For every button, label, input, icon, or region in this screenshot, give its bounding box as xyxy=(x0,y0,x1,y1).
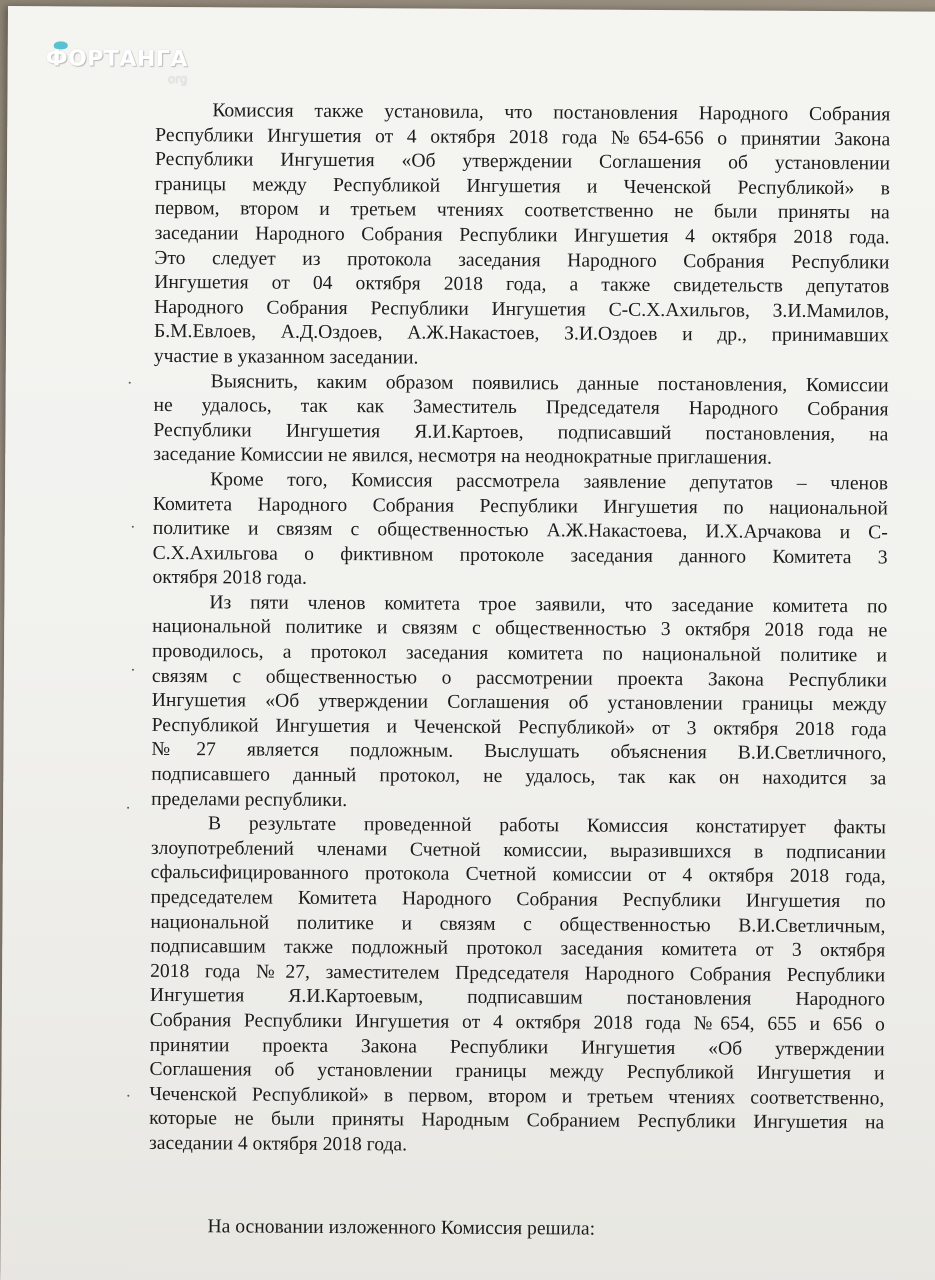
margin-speck xyxy=(129,382,131,384)
margin-speck xyxy=(127,1095,129,1097)
text-line: Это следует из протокола заседания Народного Собрания Республики xyxy=(154,247,890,273)
text-line: национальной политике и связям с общественностью В.И.Светличным, xyxy=(150,911,886,937)
text-line: злоупотреблений членами Счетной комиссии, выразившихся в подписании xyxy=(150,837,886,864)
text-line: проводилось, а протокол заседания комитета по национальной политике и xyxy=(151,640,888,667)
margin-speck xyxy=(127,807,129,809)
text-line: Республики Ингушетия Я.И.Картоев, подписавший постановления, на xyxy=(153,419,889,446)
text-line: Комиссия также установила, что постановления Народного Собрания xyxy=(212,100,891,126)
text-line: Республикой Ингушетия и Чеченской Республикой» от 3 октября 2018 года xyxy=(151,714,887,741)
text-line: первом, втором и третьем чтениях соответственно не были приняты на xyxy=(154,198,890,224)
text-line: Ингушетия от 04 октября 2018 года, а также свидетельств депутатов xyxy=(154,272,890,298)
text-line: политике и связям с общественностью А.Ж.Накастоева, И.Х.Арчакова и С- xyxy=(152,517,888,544)
margin-speck xyxy=(132,526,134,528)
text-line: заседании 4 октября 2018 года. xyxy=(148,1132,408,1156)
margin-speck xyxy=(132,669,134,671)
final-line: На основании изложенного Комиссия решила: xyxy=(207,1216,596,1240)
document-page xyxy=(0,6,935,1280)
text-line: октября 2018 года. xyxy=(152,567,308,590)
document-body xyxy=(149,99,890,1161)
text-line: связям с общественностью о рассмотрении проекта Закона Республики xyxy=(151,665,887,692)
paragraph xyxy=(153,369,889,472)
text-line: Из пяти членов комитета трое заявили, что заседание комитета по xyxy=(209,592,888,618)
text-line: Соглашения об установлении границы между Республикой Ингушетия и xyxy=(149,1059,885,1085)
paragraph xyxy=(151,591,887,817)
text-line: Республики Ингушетия «Об утверждении Соглашения об установлении xyxy=(155,149,891,175)
text-line: Народного Собрания Республики Ингушетия С-С.Х.Ахильгов, З.И.Мамилов, xyxy=(154,296,890,323)
text-line: пределами республики. xyxy=(151,788,348,811)
text-line: национальной политике и связям с общественностью 3 октября 2018 года не xyxy=(152,616,888,642)
text-line: участие в указанном заседании. xyxy=(153,345,419,369)
text-line: заседании Народного Собрания Республики Ингушетия 4 октября 2018 года. xyxy=(154,222,890,249)
text-line: Республики Ингушетия от 4 октября 2018 года №654-656 о принятии Закона xyxy=(155,124,891,150)
text-line: принятии проекта Закона Республики Ингушетия «Об утверждении xyxy=(149,1034,885,1060)
text-line: границы между Республикой Ингушетия и Чеченской Республикой» в xyxy=(154,173,890,200)
text-line: С.Х.Ахильгова о фиктивном протоколе заседания данного Комитета 3 xyxy=(152,542,888,569)
text-line: Комитета Народного Собрания Республики Ингушетия по национальной xyxy=(152,493,889,519)
text-line: заседание Комиссии не явился, несмотря на неоднократные приглашения. xyxy=(153,444,772,469)
text-line: Кроме того, Комиссия рассмотрела заявление депутатов – членов xyxy=(210,469,889,495)
text-line: которые не были приняты Народным Собранием Республики Ингушетия на xyxy=(149,1108,885,1134)
text-line: подписавшим также подложный протокол заседания комитета от 3 октября xyxy=(150,936,886,962)
watermark-suffix: org xyxy=(167,71,188,87)
text-line: подписавшего данный протокол, не удалось, так как он находится за xyxy=(151,763,887,790)
fortanga-watermark xyxy=(45,44,195,95)
text-line: В результате проведенной работы Комиссия констатирует факты xyxy=(207,813,887,839)
paragraph xyxy=(152,468,888,595)
text-line: председателем Комитета Народного Собрания Республики Ингушетия по xyxy=(150,886,886,913)
text-line: не удалось, так как Заместитель Председателя Народного Собрания xyxy=(153,395,889,421)
text-line: Ингушетия «Об утверждении Соглашения об установлении границы между xyxy=(151,690,887,716)
text-line: сфальсифицированного протокола Счетной комиссии от 4 октября 2018 года, xyxy=(150,862,886,888)
text-line: №27 является подложным. Выслушать объяснения В.И.Светличного, xyxy=(151,739,887,765)
paragraph xyxy=(154,99,891,374)
text-line: Б.М.Евлоев, А.Д.Оздоев, А.Ж.Накастоев, З.И.Оздоев и др., принимавших xyxy=(153,321,890,347)
text-line: Выяснить, каким образом появились данные постановления, Комиссии xyxy=(210,370,889,396)
text-line: Ингушетия Я.И.Картоевым, подписавшим постановления Народного xyxy=(149,985,886,1011)
watermark-name: ФОРТАНГА xyxy=(45,46,188,73)
text-line: Собрания Республики Ингушетия от 4 октября 2018 года №654, 655 и 656 о xyxy=(149,1009,885,1036)
text-line: Чеченской Республикой» в первом, втором и третьем чтениях соответственно, xyxy=(149,1083,885,1110)
text-line: 2018 года №27, заместителем Председателя Народного Собрания Республики xyxy=(150,960,886,987)
paragraph xyxy=(149,812,886,1161)
